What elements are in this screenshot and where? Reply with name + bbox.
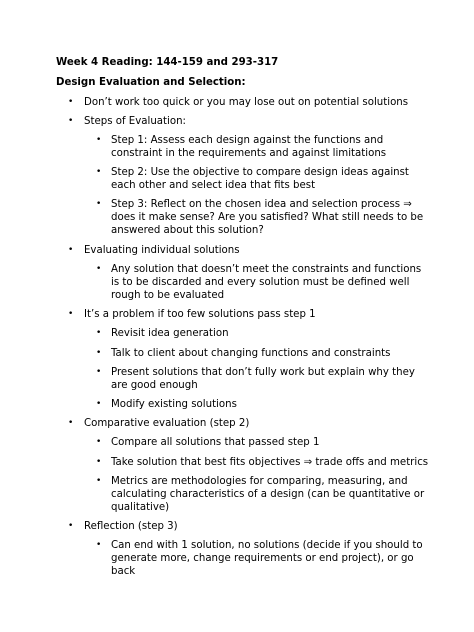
list-item [68, 308, 424, 321]
sub-list-item [96, 134, 431, 160]
sub-list-item-text: Metrics are methodologies for comparing, measuring, and calculating characteristics of a design (can be quantitative or qualitative) [111, 476, 425, 514]
list-item-text: Reflection (step 3) [84, 521, 178, 532]
sub-list-item [96, 475, 431, 515]
sub-list-item-text: Revisit idea generation [111, 328, 229, 339]
sub-list-item-text: Compare all solutions that passed step 1 [111, 437, 320, 448]
list-item-text: Steps of Evaluation: [84, 116, 186, 127]
bullet: • [68, 97, 74, 107]
sub-list-item-text: Take solution that best fits objectives ⇒ trade offs and metrics [111, 457, 429, 468]
list-item [68, 244, 424, 257]
bullet: • [96, 167, 102, 177]
sub-list-item-text: Talk to client about changing functions and constraints [111, 348, 391, 359]
sub-list-item-text: Modify existing solutions [111, 399, 237, 410]
sub-list-item [96, 166, 431, 192]
bullet: • [96, 328, 102, 338]
bullet: • [96, 399, 102, 409]
bullet: • [68, 245, 74, 255]
list-item [68, 520, 424, 533]
bullet: • [96, 476, 102, 486]
bullet: • [96, 367, 102, 377]
bullet: • [68, 116, 74, 126]
sub-list-item [96, 456, 431, 469]
bullet: • [96, 199, 102, 209]
sub-list-item [96, 327, 431, 340]
sub-list-item-text: Step 2: Use the objective to compare design ideas against each other and select idea that fits best [111, 167, 409, 192]
sub-list-item [96, 198, 431, 238]
list-item-text: Evaluating individual solutions [84, 245, 240, 256]
list-item [68, 417, 424, 430]
bullet: • [96, 264, 102, 274]
bullet: • [96, 135, 102, 145]
bullet: • [68, 418, 74, 428]
bullet: • [96, 540, 102, 550]
bullet: • [96, 437, 102, 447]
list-item-text: Don’t work too quick or you may lose out on potential solutions [84, 97, 409, 108]
section-heading: Design Evaluation and Selection: [56, 77, 246, 88]
sub-list-item-text: Can end with 1 solution, no solutions (decide if you should to generate more, change requirements or end project), or go back [111, 540, 423, 578]
bullet: • [96, 348, 102, 358]
sub-list-item [96, 539, 431, 579]
sub-list-item [96, 347, 431, 360]
list-item-text: Comparative evaluation (step 2) [84, 418, 250, 429]
sub-list-item [96, 263, 431, 303]
sub-list-item [96, 366, 431, 392]
list-item [68, 115, 424, 128]
sub-list-item [96, 436, 431, 449]
list-item-text: It’s a problem if too few solutions pass step 1 [84, 309, 316, 320]
sub-list-item-text: Step 1: Assess each design against the functions and constraint in the requirements and against limitations [111, 135, 387, 160]
sub-list-item-text: Step 3: Reflect on the chosen idea and selection process ⇒ does it make sense? Are you satisfied? What still needs to be answered about this solution? [111, 199, 424, 237]
bullet: • [68, 521, 74, 531]
document-title: Week 4 Reading: 144-159 and 293-317 [56, 57, 279, 68]
list-item [68, 96, 424, 109]
sub-list-item-text: Present solutions that don’t fully work but explain why they are good enough [111, 367, 415, 392]
bullet: • [68, 309, 74, 319]
sub-list-item [96, 398, 431, 411]
sub-list-item-text: Any solution that doesn’t meet the constraints and functions is to be discarded and every solution must be defined well rough to be evaluated [111, 264, 422, 302]
bullet: • [96, 457, 102, 467]
